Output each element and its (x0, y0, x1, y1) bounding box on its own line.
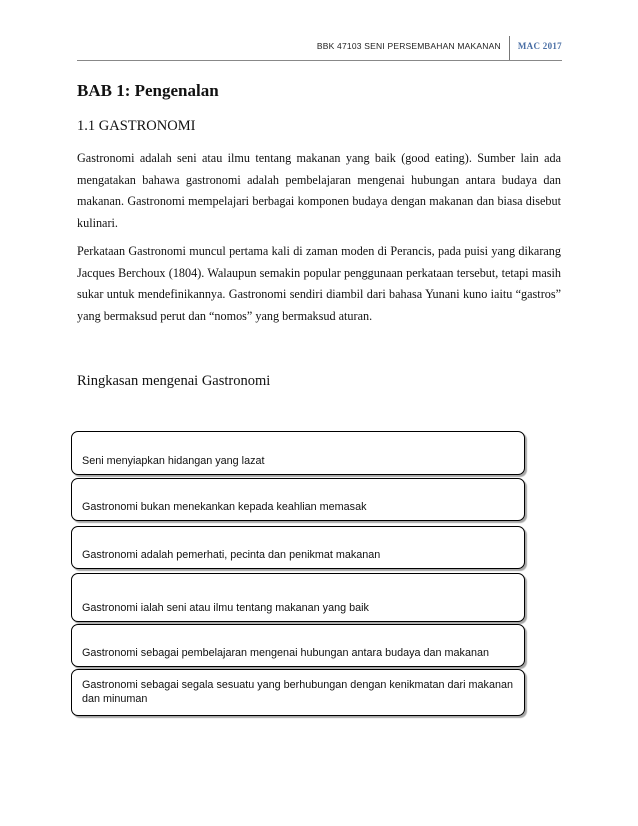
header-divider (77, 60, 562, 61)
chapter-title: BAB 1: Pengenalan (77, 81, 219, 100)
header-date: MAC 2017 (517, 41, 562, 51)
summary-title: Ringkasan mengenai Gastronomi (77, 373, 271, 389)
summary-item: Gastronomi bukan menekankan kepada keahlian memasak (71, 478, 525, 521)
paragraph-history: Perkataan Gastronomi muncul pertama kali di zaman moden di Perancis, pada puisi yang dikarang Jacques Berchoux (1804). Walaupun semakin popular penggunaan perkataan tersebut, tetapi masih sukar untuk mendefinikannya. Gastronomi sendiri diambil dari bahasa Yunani kuno iaitu “gastros” yang bermaksud perut dan “nomos” yang bermaksud aturan. (77, 244, 561, 323)
summary-item: Gastronomi adalah pemerhati, pecinta dan penikmat makanan (71, 526, 525, 569)
summary-item: Gastronomi sebagai segala sesuatu yang berhubungan dengan kenikmatan dari makanan dan minuman (71, 669, 525, 716)
summary-item: Gastronomi sebagai pembelajaran mengenai hubungan antara budaya dan makanan (71, 624, 525, 667)
section-title: 1.1 GASTRONOMI (77, 118, 196, 134)
course-title: BBK 47103 SENI PERSEMBAHAN MAKANAN (317, 36, 510, 60)
page-header (317, 36, 562, 60)
paragraph-definition: Gastronomi adalah seni atau ilmu tentang makanan yang baik (good eating). Sumber lain ada mengatakan bahawa gastronomi adalah pembelajaran mengenai hubungan antara budaya dan makanan. Gastronomi mempelajari berbagai komponen budaya dengan makanan dan biasa disebut kulinari. (77, 151, 561, 230)
summary-item: Gastronomi ialah seni atau ilmu tentang makanan yang baik (71, 573, 525, 622)
summary-item: Seni menyiapkan hidangan yang lazat (71, 431, 525, 475)
